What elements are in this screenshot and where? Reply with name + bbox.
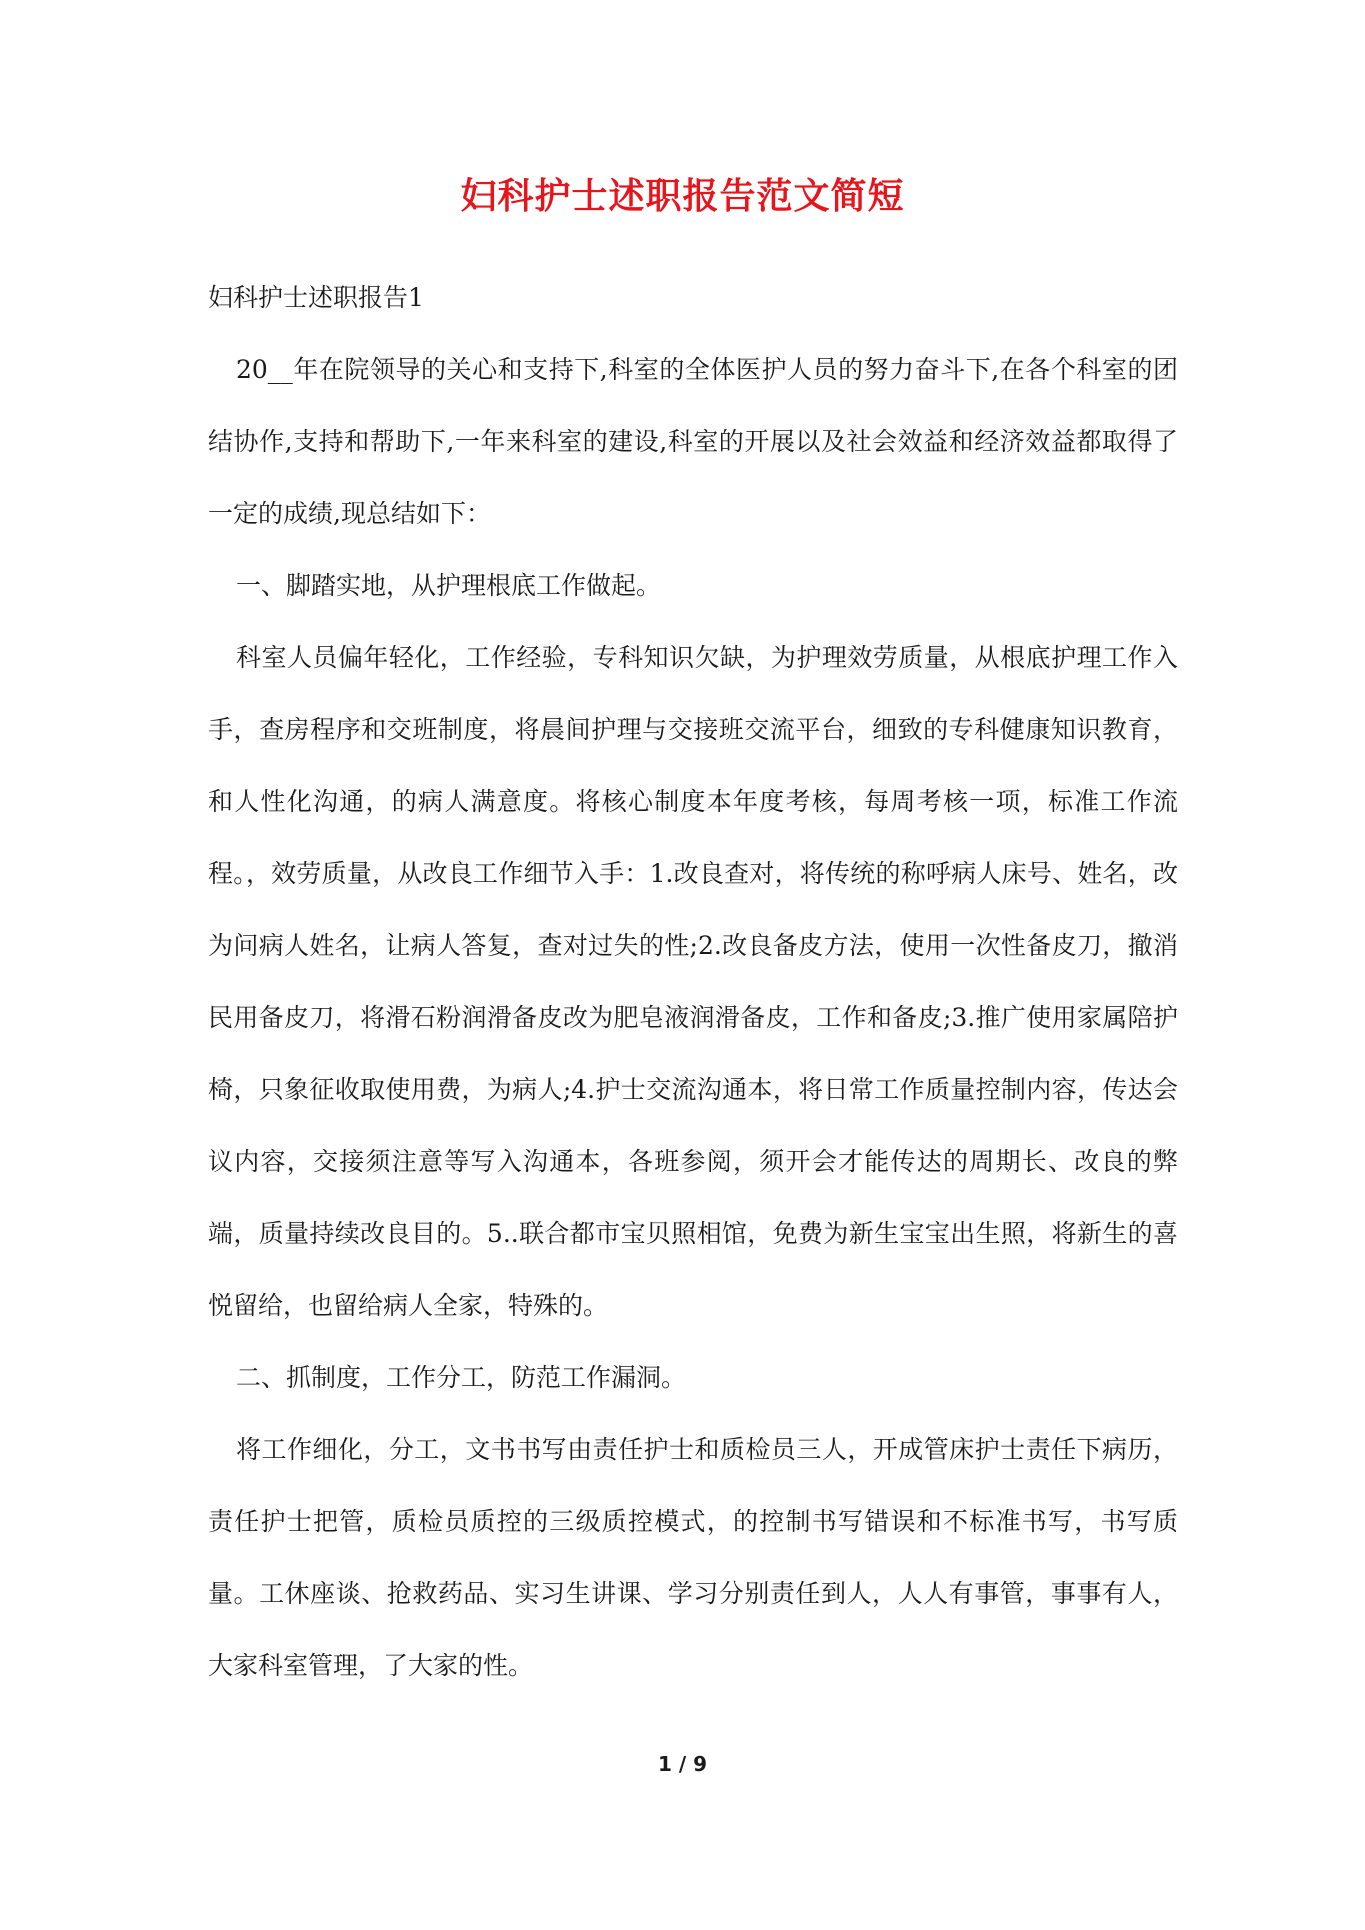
- heading-part-one: 一、脚踏实地，从护理根底工作做起。: [236, 571, 662, 600]
- page-number: 1 / 9: [657, 1752, 708, 1776]
- paragraph-intro: 20__年在院领导的关心和支持下,科室的全体医护人员的努力奋斗下,在各个科室的团结协作,支持和帮助下,一年来科室的建设,科室的开展以及社会效益和经济效益都取得了一定的成绩,现总结如下：: [208, 355, 1178, 528]
- paragraph-part-two: 将工作细化，分工，文书书写由责任护士和质检员三人，开成管床护士责任下病历，责任护士把管，质检员质控的三级质控模式，的控制书写错误和不标准书写，书写质量。工休座谈、抢救药品、实习生讲课、学习分别责任到人，人人有事管，事事有人，大家科室管理，了大家的性。: [208, 1435, 1178, 1680]
- heading-part-two: 二、抓制度，工作分工，防范工作漏洞。: [236, 1363, 687, 1392]
- document-title: 妇科护士述职报告范文简短: [460, 175, 905, 217]
- document-body: [208, 262, 1178, 1702]
- section-heading: 妇科护士述职报告1: [208, 283, 424, 312]
- paragraph-part-one: 科室人员偏年轻化，工作经验，专科知识欠缺，为护理效劳质量，从根底护理工作入手，查房程序和交班制度，将晨间护理与交接班交流平台，细致的专科健康知识教育，和人性化沟通，的病人满意度。将核心制度本年度考核，每周考核一项，标准工作流程。，效劳质量，从改良工作细节入手：1.改良查对，将传统的称呼病人床号、姓名，改为问病人姓名，让病人答复，查对过失的性;2.改良备皮方法，使用一次性备皮刀，撤消民用备皮刀，将滑石粉润滑备皮改为肥皂液润滑备皮，工作和备皮;3.推广使用家属陪护椅，只象征收取使用费，为病人;4.护士交流沟通本，将日常工作质量控制内容，传达会议内容，交接须注意等写入沟通本，各班参阅，须开会才能传达的周期长、改良的弊端，质量持续改良目的。5..联合都市宝贝照相馆，免费为新生宝宝出生照，将新生的喜悦留给，也留给病人全家，特殊的。: [208, 643, 1178, 1320]
